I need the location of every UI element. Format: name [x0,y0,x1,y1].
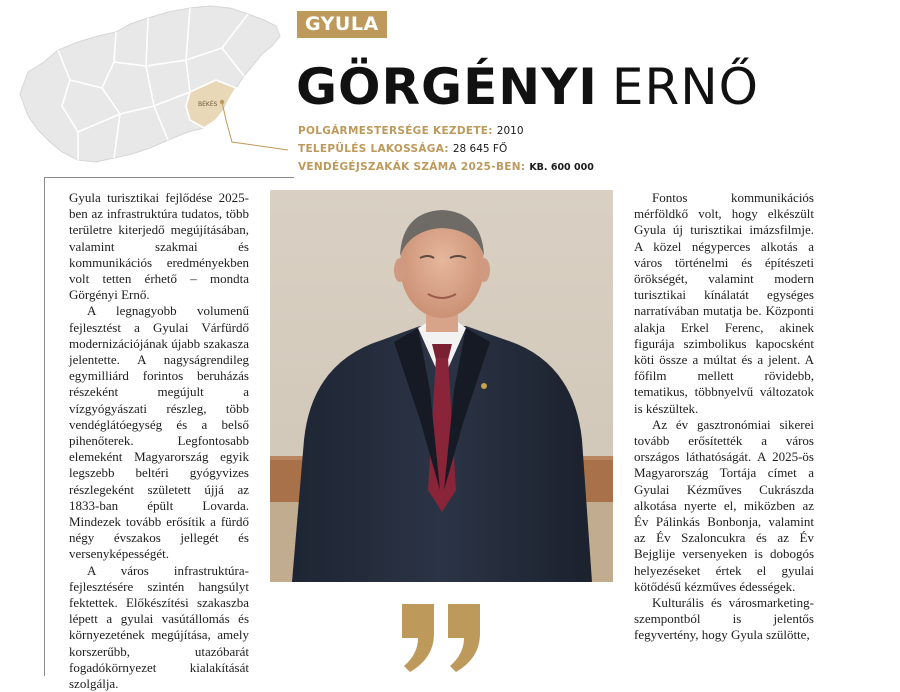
city-tag: GYULA [297,11,387,38]
quote-mark-icon [398,600,488,676]
article-paragraph: Fontos kommunikációs mérföldkő volt, hogy elkészült Gyula új turisztikai imázsfilmje. A közel négyperces alkotás a város történelmi és építészeti örökségét, valamint modern turisztikai kínálatát egységes narratívában mutatja be. Központi alakja Erkel Ferenc, akinek figurája szimbolikus kapocsként köti össze a múltat és a jelent. A főfilm mellett rövidebb, tematikus, többnyelvű változatok is készültek. [634,190,814,416]
fact-label: TELEPÜLÉS LAKOSSÁGA: [298,143,449,155]
fact-row [298,122,594,140]
fact-value: 2010 [496,125,524,137]
article-paragraph: Gyula turisztikai fejlődése 2025-ben az infrastruktúra tudatos, több területre kiterjedő megújításában, valamint szakmai és kommunikációs eredményekben volt tetten érhető – mondta Görgényi Ernő. [69,190,249,303]
header-divider [44,177,294,178]
region-label: BÉKÉS [198,101,218,108]
fact-label: VENDÉGÉJSZAKÁK SZÁMA 2025-BEN: [298,161,526,173]
fact-row [298,158,594,177]
hungary-map [18,2,288,172]
region-leader-line [222,102,288,150]
mayor-name [296,52,759,122]
article-column-right [634,190,814,644]
fact-label: POLGÁRMESTERSÉGE KEZDETE: [298,125,493,137]
mayor-surname: GÖRGÉNYI [296,58,598,116]
column-divider-left [44,177,45,676]
fact-value: KB. 600 000 [529,162,594,173]
article-column-left [69,190,249,692]
fact-row [298,140,594,158]
fact-box [298,122,594,177]
article-paragraph: A legnagyobb volumenű fejlesztést a Gyulai Várfürdő modernizációjának újabb szakasza jelentette. A nagyságrendileg egymilliárd forintos beruházás részeként megújult a vízgyógyászati részleg, több vendéglátóegység és a belső pihenőterek. Legfontosabb elemeként Magyarország egyik legszebb beltéri gyógyvizes részlegeként született újjá az 1833-ban épült Lovarda. Mindezek tovább erősítik a fürdő négy évszakos jellegét és versenyképességét. [69,303,249,562]
mayor-given-name: ERNŐ [611,58,759,116]
fact-value: 28 645 FŐ [452,143,508,155]
article-paragraph: Az év gasztronómiai sikerei tovább erősítették a város országos láthatóságát. A 2025-ös Magyarország Tortája címet a Gyulai Kézműves Cukrászda alkotása nyerte el, miközben az Év Pálinkás Bonbonja, valamint az Év Szaloncukra és az Év Bejglije versenyeken is dobogós helyezéseket értek el gyulai kötődésű kézműves édességek. [634,416,814,594]
article-paragraph: A város infrastruktúra-fejlesztésére szintén hangsúlyt fektettek. Előkészítési szakaszba lépett a gyulai vasútállomás és környezetének megújítása, amely korszerűbb, utazóbarát fogadókörnyezet kialakítását szolgálja. [69,562,249,692]
article-paragraph: Kulturális és városmarketing-szempontból is jelentős fegyvertény, hogy Gyula szülötte, [634,595,814,643]
mayor-portrait-photo [270,190,613,582]
